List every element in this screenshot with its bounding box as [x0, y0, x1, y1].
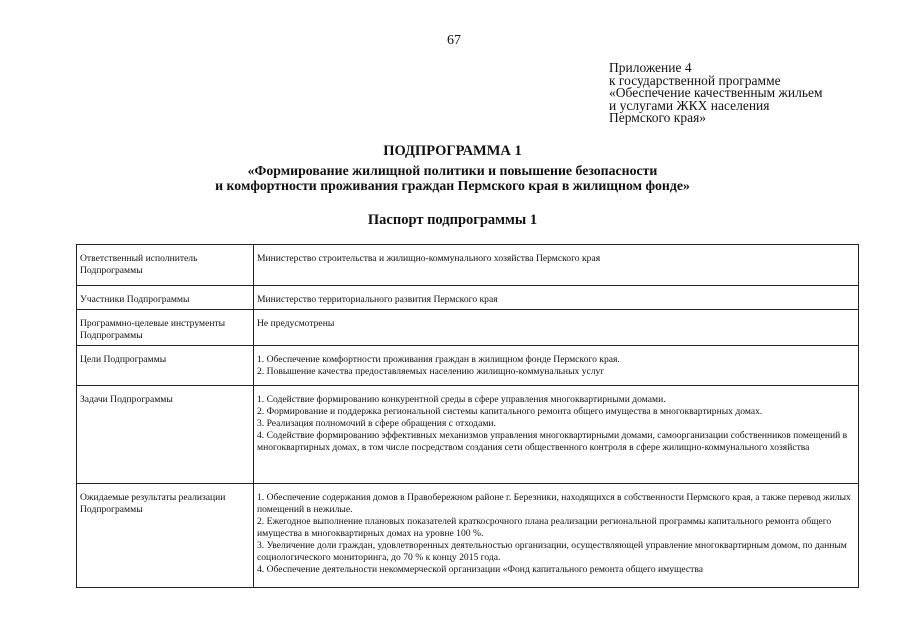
- row-label: Участники Подпрограммы: [77, 286, 254, 310]
- table-row: [77, 245, 859, 286]
- row-value-line: 4. Содействие формированию эффективных механизмов управления многоквартирными домами, самоорганизации собственников помещений в многоквартирных домах, в том числе посредством создания сети общественного контроля в сфере жилищно-коммунального хозяйства: [257, 430, 848, 453]
- page-number: 67: [447, 33, 461, 48]
- subprogram-name: [0, 164, 905, 193]
- row-label: Задачи Подпрограммы: [77, 386, 254, 484]
- subprogram-title: ПОДПРОГРАММА 1: [383, 143, 522, 159]
- row-value: [254, 346, 859, 386]
- appendix-line: к государственной программе: [609, 72, 781, 88]
- row-value-line: 1. Обеспечение комфортности проживания граждан в жилищном фонде Пермского края.: [257, 354, 620, 365]
- appendix-line: Приложение 4: [609, 60, 692, 75]
- row-value-line: Министерство территориального развития Пермского края: [257, 294, 498, 305]
- appendix-note: [609, 62, 823, 125]
- row-value: [254, 245, 859, 286]
- row-label: Программно-целевые инструменты Подпрограммы: [77, 310, 254, 346]
- row-value: [254, 286, 859, 310]
- appendix-line: и услугами ЖКХ населения: [609, 97, 770, 113]
- row-value-line: 3. Увеличение доли граждан, удовлетворенных деятельностью организации, осуществляющей управление многоквартирным домом, по данным социологического мониторинга, до 70 % к концу 2015 года.: [257, 540, 847, 563]
- row-value-line: 3. Реализация полномочий в сфере обращения с отходами.: [257, 418, 496, 429]
- subprogram-name-line: и комфортности проживания граждан Пермского края в жилищном фонде»: [215, 177, 690, 193]
- row-value-line: 1. Обеспечение содержания домов в Правобережном районе г. Березники, находящихся в собственности Пермского края, а также перевод жилых помещений в нежилые.: [257, 492, 851, 515]
- table-row: [77, 346, 859, 386]
- row-value-line: 2. Повышение качества предоставляемых населению жилищно-коммунальных услуг: [257, 366, 605, 377]
- row-label: Ответственный исполнитель Подпрограммы: [77, 245, 254, 286]
- row-value: [254, 310, 859, 346]
- passport-table: [76, 244, 859, 588]
- row-value: [254, 484, 859, 588]
- table-row: [77, 484, 859, 588]
- table-row: [77, 386, 859, 484]
- row-value-line: 2. Ежегодное выполнение плановых показателей краткосрочного плана реализации региональной программы капитального ремонта общего имущества в многоквартирных домах на уровне 100 %.: [257, 516, 832, 539]
- appendix-line: Пермского края»: [609, 110, 707, 125]
- row-label: Цели Подпрограммы: [77, 346, 254, 386]
- row-value-line: Министерство строительства и жилищно-коммунального хозяйства Пермского края: [257, 253, 601, 264]
- row-label: Ожидаемые результаты реализации Подпрограммы: [77, 484, 254, 588]
- subprogram-name-line: «Формирование жилищной политики и повышение безопасности: [247, 163, 658, 178]
- row-value-line: 2. Формирование и поддержка региональной системы капитального ремонта общего имущества в многоквартирных домах.: [257, 406, 763, 417]
- appendix-line: «Обеспечение качественным жильем: [609, 85, 823, 100]
- passport-title: Паспорт подпрограммы 1: [367, 212, 538, 228]
- table-row: [77, 310, 859, 346]
- row-value: [254, 386, 859, 484]
- row-value-line: 1. Содействие формированию конкурентной среды в сфере управления многоквартирными домами.: [257, 394, 666, 405]
- row-value-line: 4. Обеспечение деятельности некоммерческой организации «Фонд капитального ремонта общего имущества: [257, 564, 704, 575]
- row-value-line: Не предусмотрены: [257, 318, 335, 329]
- table-row: [77, 286, 859, 310]
